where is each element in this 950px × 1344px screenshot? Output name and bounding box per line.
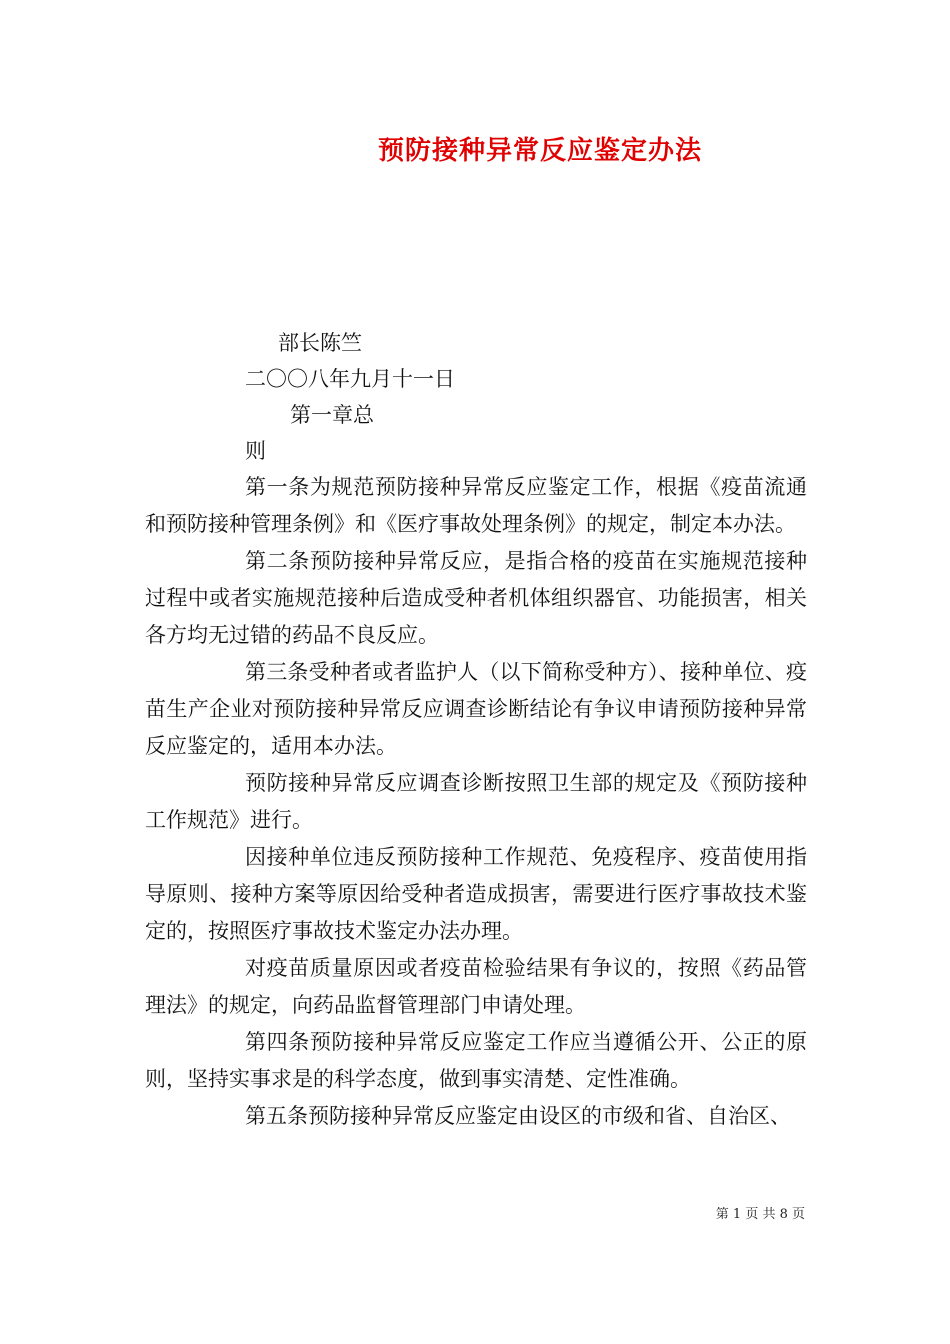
chapter-heading-part1: 第一章总 — [290, 403, 374, 427]
document-title: 预防接种异常反应鉴定办法 — [377, 136, 702, 166]
paragraph-article-4: 第四条预防接种异常反应鉴定工作应当遵循公开、公正的原则，坚持实事求是的科学态度，做到事实清楚、定性准确。 — [145, 1030, 807, 1091]
paragraph-article-3-note-2: 因接种单位违反预防接种工作规范、免疫程序、疫苗使用指导原则、接种方案等原因给受种者造成损害，需要进行医疗事故技术鉴定的，按照医疗事故技术鉴定办法办理。 — [145, 845, 807, 943]
paragraph-article-2: 第二条预防接种异常反应，是指合格的疫苗在实施规范接种过程中或者实施规范接种后造成受种者机体组织器官、功能损害，相关各方均无过错的药品不良反应。 — [145, 549, 807, 647]
page-number-footer: 第 1 页 共 8 页 — [715, 1207, 805, 1222]
chapter-heading-part2: 则 — [245, 439, 266, 463]
paragraph-article-1: 第一条为规范预防接种异常反应鉴定工作，根据《疫苗流通和预防接种管理条例》和《医疗事故处理条例》的规定，制定本办法。 — [145, 475, 807, 536]
body-text — [145, 469, 807, 1135]
paragraph-article-3-note-1: 预防接种异常反应调查诊断按照卫生部的规定及《预防接种工作规范》进行。 — [145, 771, 807, 832]
date-line: 二〇〇八年九月十一日 — [245, 367, 455, 391]
signature-line: 部长陈竺 — [278, 331, 362, 355]
paragraph-article-5: 第五条预防接种异常反应鉴定由设区的市级和省、自治区、 — [245, 1104, 791, 1128]
paragraph-article-3-note-3: 对疫苗质量原因或者疫苗检验结果有争议的，按照《药品管理法》的规定，向药品监督管理部门申请处理。 — [145, 956, 807, 1017]
paragraph-article-3: 第三条受种者或者监护人（以下简称受种方）、接种单位、疫苗生产企业对预防接种异常反应调查诊断结论有争议申请预防接种异常反应鉴定的，适用本办法。 — [145, 660, 807, 758]
